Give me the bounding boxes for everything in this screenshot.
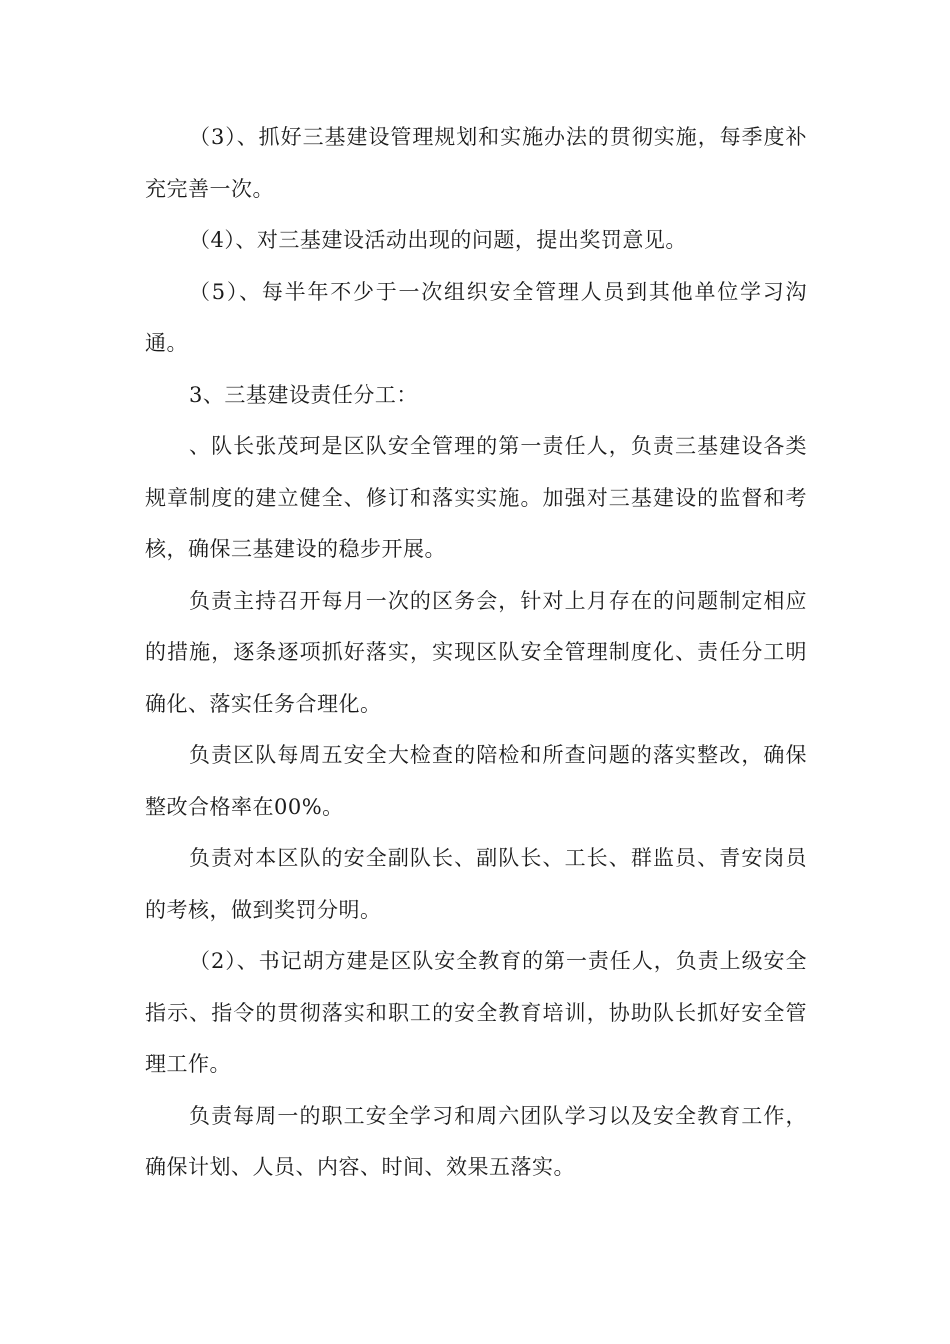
paragraph-5-study-exchange: （5）、每半年不少于一次组织安全管理人员到其他单位学习沟通。 <box>145 279 807 355</box>
paragraph-friday-inspection: 负责区队每周五安全大检查的陪检和所查问题的落实整改，确保整改合格率在00%。 <box>145 743 807 819</box>
section-heading-responsibility-division: 3、三基建设责任分工： <box>189 382 418 407</box>
paragraph-monthly-meeting: 负责主持召开每月一次的区务会，针对上月存在的问题制定相应的措施，逐条逐项抓好落实，实现区队安全管理制度化、责任分工明确化、落实任务合理化。 <box>145 588 807 716</box>
paragraph-4-rewards-penalties: （4）、对三基建设活动出现的问题，提出奖罚意见。 <box>189 228 687 252</box>
document-body <box>145 112 807 1194</box>
paragraph-3-plan-implementation: （3）、抓好三基建设管理规划和实施办法的贯彻实施，每季度补充完善一次。 <box>145 125 807 201</box>
paragraph-team-leader-responsibility: 、队长张茂珂是区队安全管理的第一责任人，负责三基建设各类规章制度的建立健全、修订和落实实施。加强对三基建设的监督和考核，确保三基建设的稳步开展。 <box>145 434 807 561</box>
paragraph-staff-assessment: 负责对本区队的安全副队长、副队长、工长、群监员、青安岗员的考核，做到奖罚分明。 <box>145 846 807 922</box>
paragraph-2-secretary-responsibility: （2）、书记胡方建是区队安全教育的第一责任人，负责上级安全指示、指令的贯彻落实和职工的安全教育培训，协助队长抓好安全管理工作。 <box>145 949 807 1076</box>
paragraph-weekly-study: 负责每周一的职工安全学习和周六团队学习以及安全教育工作，确保计划、人员、内容、时间、效果五落实。 <box>145 1103 807 1179</box>
